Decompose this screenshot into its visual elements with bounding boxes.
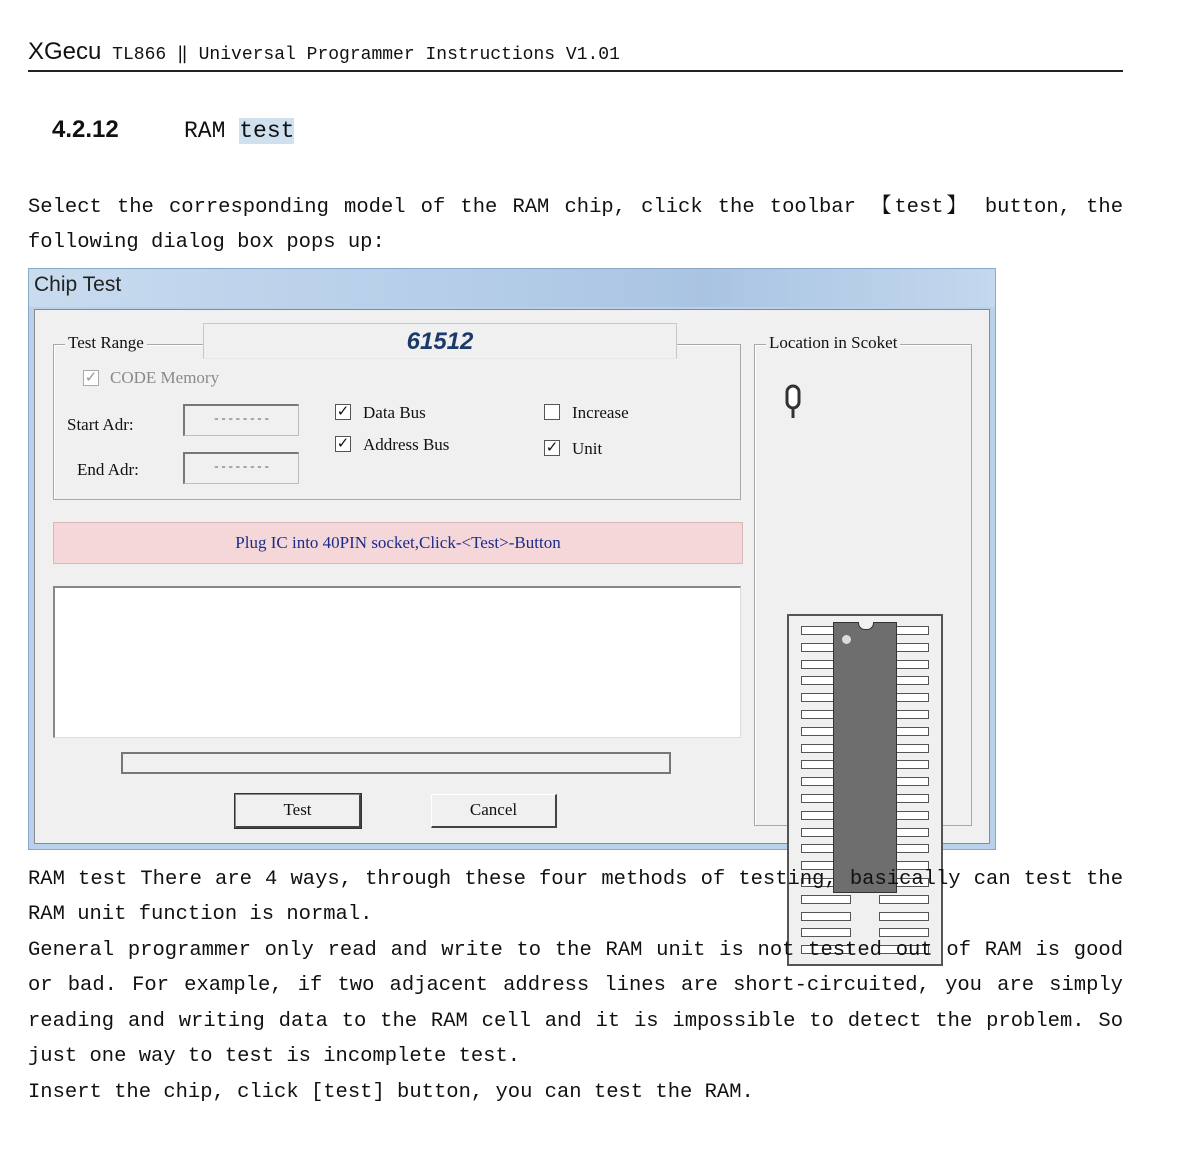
status-message: Plug IC into 40PIN socket,Click-<Test>-Button bbox=[235, 533, 561, 552]
unit-checkbox[interactable]: ✓ bbox=[545, 440, 559, 456]
chip-name-box bbox=[203, 323, 677, 359]
pin1-marker bbox=[842, 635, 851, 644]
code-memory-checkbox[interactable]: ✓ bbox=[84, 370, 98, 386]
section-heading bbox=[52, 116, 294, 144]
chip-test-dialog bbox=[28, 268, 996, 850]
intro-paragraph: Select the corresponding model of the RAM chip, click the toolbar 【test】 button, the following dialog box pops up: bbox=[28, 196, 1123, 255]
document-header bbox=[28, 38, 1123, 72]
location-label: Location in Scoket bbox=[766, 333, 900, 353]
zif-lever-icon bbox=[783, 384, 805, 420]
brand-name: XGecu bbox=[28, 38, 102, 65]
start-adr-input[interactable]: -------- bbox=[183, 404, 299, 436]
code-memory-label: CODE Memory bbox=[110, 368, 220, 387]
end-adr-label: End Adr: bbox=[77, 460, 139, 479]
chip-name: 61512 bbox=[406, 328, 474, 355]
dialog-client-area bbox=[34, 309, 990, 844]
end-adr-input[interactable]: -------- bbox=[183, 452, 299, 484]
data-bus-checkbox[interactable]: ✓ bbox=[336, 404, 350, 420]
body-paragraph: General programmer only read and write to the RAM unit is not tested out of RAM is good or bad. For example, if two adjacent address lines are short-circuited, you are simply reading and writing data to the RAM cell and it is impossible to detect the problem. So just one way to test is incomplete test. bbox=[28, 939, 1123, 1068]
progress-bar bbox=[121, 752, 671, 774]
start-adr-label: Start Adr: bbox=[67, 415, 134, 434]
status-bar bbox=[53, 522, 743, 564]
increase-label: Increase bbox=[572, 403, 629, 422]
cancel-button[interactable]: Cancel bbox=[431, 794, 557, 828]
body-paragraph: Insert the chip, click [test] button, you can test the RAM. bbox=[28, 1081, 754, 1104]
highlighted-word: test bbox=[239, 118, 295, 144]
test-button[interactable]: Test bbox=[235, 794, 361, 828]
dialog-title: Chip Test bbox=[34, 273, 122, 296]
test-range-label: Test Range bbox=[65, 333, 147, 353]
chip-body bbox=[833, 622, 897, 893]
section-number: 4.2.12 bbox=[52, 116, 119, 143]
document-title: TL866 ‖ Universal Programmer Instructions V1.01 bbox=[101, 45, 620, 65]
section-title: RAM test bbox=[184, 118, 295, 144]
address-bus-label: Address Bus bbox=[363, 435, 450, 454]
body-paragraph: RAM test There are 4 ways, through these four methods of testing, basically can test the RAM unit function is normal. bbox=[28, 868, 1123, 927]
chip-notch bbox=[858, 622, 874, 630]
log-area[interactable] bbox=[53, 586, 741, 738]
unit-label: Unit bbox=[572, 439, 603, 458]
data-bus-label: Data Bus bbox=[363, 403, 426, 422]
increase-checkbox[interactable] bbox=[544, 404, 560, 420]
address-bus-checkbox[interactable]: ✓ bbox=[336, 436, 350, 452]
dialog-titlebar[interactable] bbox=[29, 269, 995, 307]
